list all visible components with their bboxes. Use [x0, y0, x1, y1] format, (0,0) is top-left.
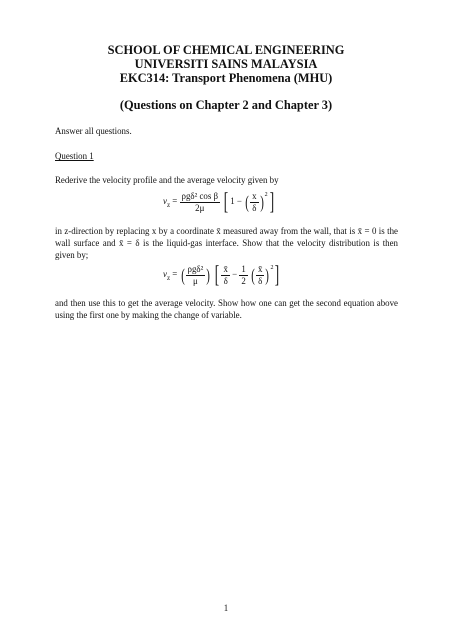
eq2-half-denominator: 2: [241, 275, 246, 286]
question-paragraph-2: and then use this to get the average velocity. Show how one can get the second equation above using the first one by making the change of variable.: [55, 298, 398, 320]
question-intro: Rederive the velocity profile and the average velocity given by: [55, 175, 279, 185]
eq1-equals: =: [172, 196, 178, 207]
eq2-power: 2: [270, 265, 274, 272]
eq2-coefficient-fraction: [186, 264, 206, 287]
eq1-right-bracket: ]: [269, 189, 274, 215]
eq1-coefficient-fraction: [180, 191, 221, 214]
school-heading: SCHOOL OF CHEMICAL ENGINEERING: [107, 43, 345, 57]
question-paragraph-1: in z-direction by replacing x by a coordinate x̄ measured away from the wall, that is x̄ = 0 is the wall surface and x̄ = δ is the liquid-gas interface. Show that the velocity distribution is then given by;: [55, 226, 398, 260]
eq2-left-paren: (: [180, 265, 185, 285]
eq1-inner-fraction: [250, 191, 258, 214]
eq1-lhs: v: [163, 196, 167, 207]
eq2-left-bracket: [: [215, 262, 220, 288]
eq1-left-bracket: [: [224, 189, 229, 215]
eq2-half-numerator: 1: [241, 263, 246, 274]
eq2-inner-left-paren: (: [251, 265, 255, 285]
eq2-term1-denominator: δ: [223, 275, 228, 286]
eq2-term2-fraction: [256, 264, 264, 287]
equation-1: [163, 190, 276, 214]
eq2-term1-fraction: [221, 264, 229, 287]
question-title: Question 1: [55, 151, 94, 161]
eq1-lhs-sub: z: [166, 200, 171, 209]
course-heading: EKC314: Transport Phenomena (MHU): [119, 71, 333, 85]
chapter-heading: (Questions on Chapter 2 and Chapter 3): [119, 98, 333, 112]
eq1-inner-numerator: x: [252, 190, 257, 201]
eq2-lhs-sub: z: [166, 273, 171, 282]
page-number: 1: [223, 603, 229, 613]
eq2-coefficient-numerator: ρgδ²: [187, 263, 204, 274]
eq1-coefficient-denominator: 2μ: [195, 202, 205, 213]
eq1-left-paren: (: [245, 192, 249, 212]
eq2-minus: −: [232, 269, 238, 280]
eq2-half-fraction: [239, 264, 247, 287]
eq2-term2-numerator: x̄: [258, 263, 263, 274]
eq1-right-paren: ): [259, 192, 264, 212]
equation-2: [163, 263, 281, 287]
eq2-term1-numerator: x̄: [223, 263, 228, 274]
eq1-one-minus: 1 −: [230, 196, 242, 207]
eq2-term2-denominator: δ: [258, 275, 263, 286]
eq2-right-bracket: ]: [275, 262, 280, 288]
eq1-coefficient-numerator: ρgδ² cos β: [181, 190, 219, 201]
eq2-coefficient-denominator: μ: [192, 275, 198, 286]
eq2-right-paren: ): [206, 265, 211, 285]
instructions-text: Answer all questions.: [55, 126, 132, 136]
eq2-equals: =: [172, 269, 178, 280]
eq2-inner-right-paren: ): [265, 265, 270, 285]
eq1-inner-denominator: δ: [252, 202, 257, 213]
university-heading: UNIVERSITI SAINS MALAYSIA: [134, 57, 318, 71]
eq2-lhs: v: [163, 269, 167, 280]
eq1-power: 2: [264, 192, 268, 199]
